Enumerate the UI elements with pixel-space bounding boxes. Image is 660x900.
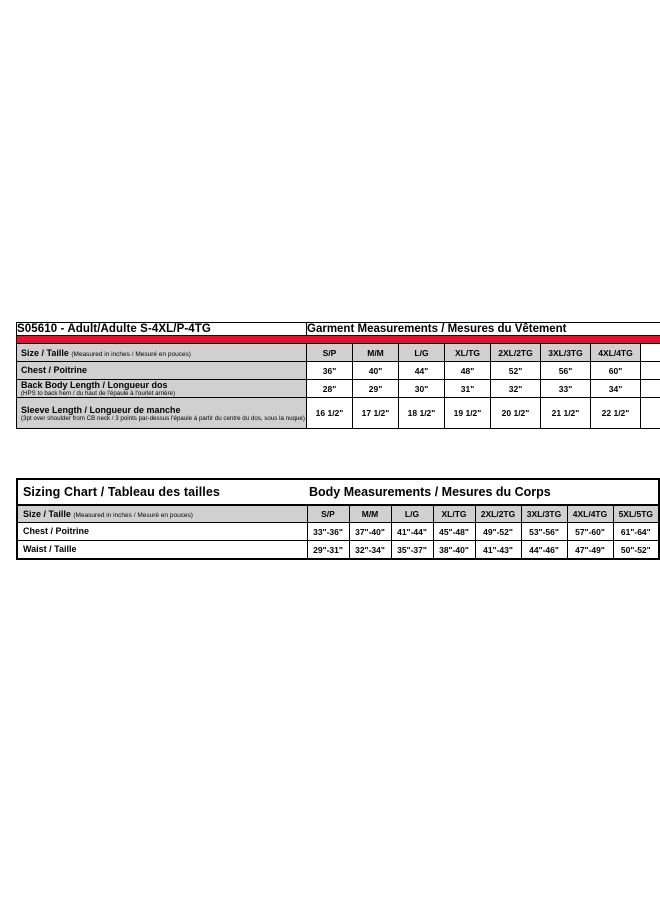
garment-row-label (17, 398, 307, 429)
garment-cell: 17 1/2" (353, 398, 399, 429)
body-row-label: Waist / Taille (17, 541, 307, 560)
body-cell: 38"-40" (433, 541, 475, 560)
garment-title-right: Garment Measurements / Mesures du Vêtement (307, 323, 660, 336)
body-cell: 33"-36" (307, 523, 349, 541)
body-cell: 29"-31" (307, 541, 349, 560)
body-row-label: Chest / Poitrine (17, 523, 307, 541)
body-size-header: S/P (307, 505, 349, 523)
garment-cell: 19 1/2" (445, 398, 491, 429)
garment-row-label-sub: (3pt over shoulder from CB neck / 3 points par-dessus l'épaule à partir du centre du dos, sous la nuque) (21, 414, 305, 422)
garment-measurements-table (16, 322, 660, 429)
garment-cell: 44" (399, 362, 445, 380)
garment-row-label (17, 380, 307, 398)
garment-size-header: XL/TG (445, 344, 491, 362)
body-size-header: 5XL/5TG (613, 505, 659, 523)
garment-cell: 33" (541, 380, 591, 398)
garment-cell: 32" (491, 380, 541, 398)
body-size-header: XL/TG (433, 505, 475, 523)
body-cell: 47"-49" (567, 541, 613, 560)
garment-title-row (17, 323, 660, 336)
garment-cell: 28" (307, 380, 353, 398)
body-size-header: 3XL/3TG (521, 505, 567, 523)
table-row (17, 523, 659, 541)
garment-row-label-main: Sleeve Length / Longueur de manche (21, 404, 181, 415)
body-cell: 32"-34" (349, 541, 391, 560)
garment-size-header: L/G (399, 344, 445, 362)
table-row (17, 380, 660, 398)
garment-cell: 56" (541, 362, 591, 380)
garment-cell: 21 1/2" (541, 398, 591, 429)
garment-cell: 20 1/2" (491, 398, 541, 429)
body-header-label (17, 505, 307, 523)
garment-title-left: S05610 - Adult/Adulte S-4XL/P-4TG (17, 323, 307, 336)
garment-row-label-sub: (HPS to back hem / du haut de l'épaule à l'ourlet arrière) (21, 390, 176, 398)
garment-row-spacer (641, 398, 660, 429)
garment-row-spacer (641, 362, 660, 380)
body-title-row (17, 479, 659, 505)
body-size-header: 4XL/4TG (567, 505, 613, 523)
garment-size-header: M/M (353, 344, 399, 362)
table-row (17, 362, 660, 380)
garment-row-label-main: Chest / Poitrine (21, 365, 88, 376)
garment-cell: 60" (591, 362, 641, 380)
body-cell: 49"-52" (475, 523, 521, 541)
garment-header-label (17, 344, 307, 362)
garment-cell: 52" (491, 362, 541, 380)
garment-cell: 40" (353, 362, 399, 380)
body-size-header: L/G (391, 505, 433, 523)
body-title-right: Body Measurements / Mesures du Corps (307, 479, 659, 505)
garment-row-label-main: Back Body Length / Longueur dos (21, 380, 168, 390)
garment-size-header: 4XL/4TG (591, 344, 641, 362)
garment-cell: 18 1/2" (399, 398, 445, 429)
body-cell: 35"-37" (391, 541, 433, 560)
garment-size-header: 3XL/3TG (541, 344, 591, 362)
body-cell: 37"-40" (349, 523, 391, 541)
body-cell: 41"-44" (391, 523, 433, 541)
garment-header-row (17, 344, 660, 362)
table-row (17, 541, 659, 560)
body-cell: 45"-48" (433, 523, 475, 541)
garment-cell: 22 1/2" (591, 398, 641, 429)
body-title-left: Sizing Chart / Tableau des tailles (17, 479, 307, 505)
body-header-row (17, 505, 659, 523)
table-row (17, 398, 660, 429)
body-size-header: 2XL/2TG (475, 505, 521, 523)
body-cell: 41"-43" (475, 541, 521, 560)
garment-accent-bar (17, 336, 660, 344)
garment-header-label-main: Size / Taille (21, 347, 69, 358)
garment-row-spacer (641, 380, 660, 398)
body-measurements-section (16, 478, 654, 560)
garment-cell: 30" (399, 380, 445, 398)
body-cell: 53"-56" (521, 523, 567, 541)
body-cell: 44"-46" (521, 541, 567, 560)
garment-row-label (17, 362, 307, 380)
garment-cell: 34" (591, 380, 641, 398)
garment-header-label-sub: (Measured in inches / Mesuré en pouces) (71, 350, 191, 358)
garment-header-spacer (641, 344, 660, 362)
garment-cell: 31" (445, 380, 491, 398)
body-cell: 61"-64" (613, 523, 659, 541)
garment-size-header: S/P (307, 344, 353, 362)
body-cell: 57"-60" (567, 523, 613, 541)
garment-size-header: 2XL/2TG (491, 344, 541, 362)
garment-cell: 16 1/2" (307, 398, 353, 429)
body-header-label-sub: (Measured in inches / Mesuré en pouces) (73, 512, 193, 519)
body-cell: 50"-52" (613, 541, 659, 560)
body-header-label-main: Size / Taille (23, 509, 71, 519)
garment-cell: 36" (307, 362, 353, 380)
garment-cell: 29" (353, 380, 399, 398)
garment-cell: 48" (445, 362, 491, 380)
garment-measurements-section (16, 322, 644, 429)
body-size-header: M/M (349, 505, 391, 523)
body-measurements-table (16, 478, 660, 560)
